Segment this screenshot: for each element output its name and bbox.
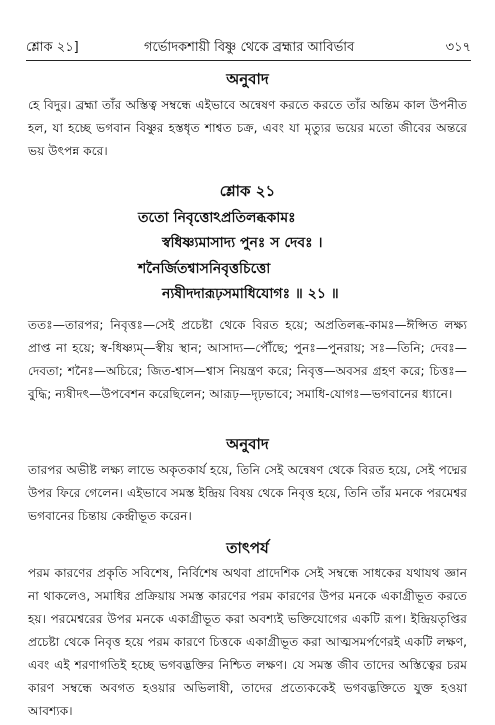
header-verse-ref: শ্লোক ২১] <box>26 40 79 55</box>
translation-heading-2: অনুবাদ <box>226 435 269 453</box>
verse-line-1: ততো নিবৃত্তোঽপ্রতিলব্ধকামঃ <box>138 210 296 226</box>
translation-heading-1: অনুবাদ <box>226 70 269 88</box>
word-synonyms: ততঃ—তারপর; নিবৃত্তঃ—সেই প্রচেষ্টা থেকে বিরত হয়ে; অপ্রতিলব্ধ-কামঃ—ঈপ্সিত লক্ষ্য প্রাপ্ত না হয়ে; স্ব-ধিষ্ণ্যম্—স্বীয় স্থান; আসাদ্য—পৌঁছে; পুনঃ—পুনরায়; সঃ—তিনি; দেবঃ—দেবতা; শনৈঃ—অচিরে; জিত-শ্বাস—শ্বাস নিয়ন্ত্রণ করে; নিবৃত্ত—অবসর গ্রহণ করে; চিত্তঃ—বুদ্ধি; ন্যষীদৎ—উপবেশন করেছিলেন; আরূঢ়—দৃঢ়ভাবে; সমাধি-যোগঃ—ভগবানের ধ্যানে। <box>28 318 467 401</box>
translation-text-1: হে বিদুর। ব্রহ্মা তাঁর অস্তিত্ব সম্বন্ধে এইভাবে অন্বেষণ করতে করতে তাঁর অন্তিম কাল উপনীত হল, যা হচ্ছে ভগবান বিষ্ণুর হস্তধৃত শাশ্বত চক্র, এবং যা মৃত্যুর ভয়ের মতো জীবের অন্তরে ভয় উৎপন্ন করে। <box>28 98 467 158</box>
header-chapter-title: গর্ভোদকশায়ী বিষ্ণু থেকে ব্রহ্মার আবির্ভাব <box>144 40 355 55</box>
translation-text-2: তারপর অভীষ্ট লক্ষ্য লাভে অকৃতকার্য হয়ে, তিনি সেই অন্বেষণ থেকে বিরত হয়ে, সেই পদ্মের উপর ফিরে গেলেন। এইভাবে সমস্ত ইন্দ্রিয় বিষয় থেকে নিবৃত্ত হয়ে, তিনি তাঁর মনকে পরমেশ্বর ভগবানের চিন্তায় কেন্দ্রীভূত করেন। <box>28 463 467 523</box>
verse-number: শ্লোক ২১ <box>219 182 276 200</box>
verse-line-2: স্বধিষ্ণ্যমাসাদ্য পুনঃ স দেবঃ । <box>162 235 323 251</box>
header-rule <box>26 60 471 61</box>
page-number: ৩১৭ <box>445 40 471 55</box>
purport-text: পরম কারণের প্রকৃতি সবিশেষ, নির্বিশেষ অথবা প্রাদেশিক সেই সম্বন্ধে সাধকের যথাযথ জ্ঞান না থাকলেও, সমাধির প্রক্রিয়ায় সমস্ত কারণের পরম কারণের উপর মনকে একাগ্রীভূত করতে হয়। পরমেশ্বরের উপর মনকে একাগ্রীভূত করা অবশ্যই ভক্তিযোগের একটি রূপ। ইন্দ্রিয়তৃপ্তির প্রচেষ্টা থেকে নিবৃত্ত হয়ে পরম কারণে চিত্তকে একাগ্রীভূত করা আত্মসমর্পণেরই একটি লক্ষণ, এবং এই শরণাগতিই হচ্ছে ভগবদ্ভক্তির নিশ্চিত লক্ষণ। যে সমস্ত জীব তাদের অস্তিত্বের চরম কারণ সম্বন্ধে অবগত হওয়ার অভিলাষী, তাদের প্রত্যেককেই ভগবদ্ভক্তিতে যুক্ত হওয়া আবশ্যক। <box>28 566 467 718</box>
verse-line-4: ন্যষীদদারূঢ়সমাধিযোগঃ ॥ ২১ ॥ <box>162 286 339 302</box>
verse-line-3: শনৈর্জিতশ্বাসনিবৃত্তচিত্তো <box>138 261 271 277</box>
purport-heading: তাৎপর্য <box>226 539 269 557</box>
running-header <box>26 35 471 59</box>
